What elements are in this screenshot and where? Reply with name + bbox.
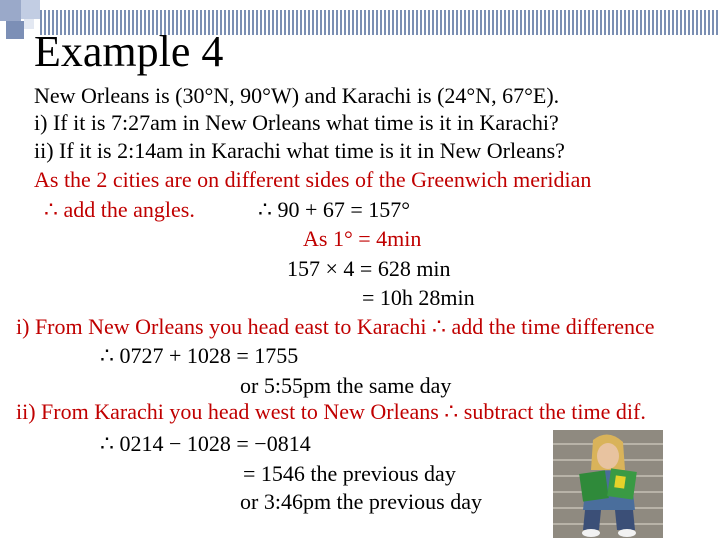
answer-ii-24h: = 1546 the previous day (243, 461, 456, 486)
answer-ii-calc: ∴ 0214 − 1028 = −0814 (100, 431, 311, 456)
hours-result: = 10h 28min (362, 285, 475, 310)
minutes-calc: 157 × 4 = 628 min (287, 256, 451, 281)
corner-square (24, 19, 34, 29)
answer-i-calc: ∴ 0727 + 1028 = 1755 (100, 343, 299, 368)
answer-ii-result: or 3:46pm the previous day (240, 489, 482, 514)
answer-i-text: i) From New Orleans you head east to Karachi (16, 314, 427, 339)
corner-square (0, 0, 21, 21)
add-angles-text: ∴ add the angles. (44, 197, 195, 222)
corner-square (21, 0, 40, 19)
question-i: i) If it is 7:27am in New Orleans what time is it in Karachi? (34, 110, 559, 135)
meridian-note: As the 2 cities are on different sides of the Greenwich meridian (34, 167, 592, 192)
slide-title: Example 4 (34, 27, 224, 76)
corner-square (6, 21, 24, 39)
answer-ii-label (16, 398, 646, 425)
answer-ii-rule: ∴ subtract the time dif. (444, 399, 646, 424)
answer-i-rule: ∴ add the time difference (432, 314, 655, 339)
problem-statement: New Orleans is (30°N, 90°W) and Karachi is (24°N, 67°E). (34, 83, 560, 108)
answer-i-result: or 5:55pm the same day (240, 373, 452, 398)
question-ii: ii) If it is 2:14am in Karachi what time is it in New Orleans? (34, 138, 565, 163)
degree-rate: As 1° = 4min (303, 226, 422, 251)
answer-i-label (16, 313, 655, 340)
student-reading-photo (553, 430, 663, 538)
angle-sum: ∴ 90 + 67 = 157° (258, 197, 411, 222)
answer-ii-text: ii) From Karachi you head west to New Orleans (16, 399, 439, 424)
